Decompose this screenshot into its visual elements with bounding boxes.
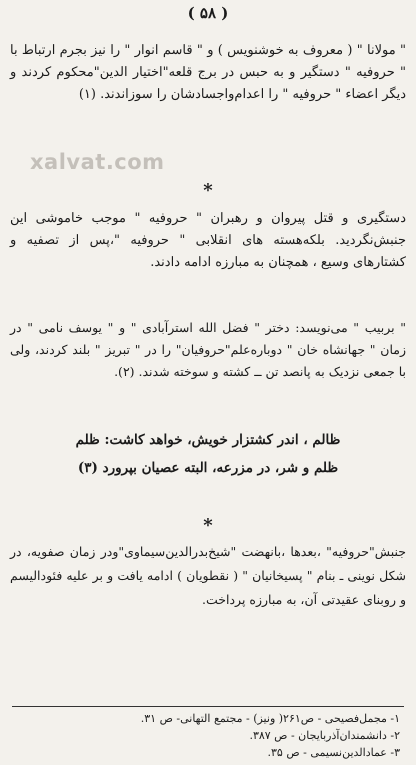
- watermark: xalvat.com: [30, 150, 165, 174]
- section-separator-2: *: [203, 515, 213, 536]
- footnote-divider: [12, 706, 404, 707]
- paragraph-2: دستگیری و قتل پیروان و رهبران " حروفیه " موجب خاموشی این جنبش‌نگردید. بلکه‌هسته های انقلابی " حروفیه "،پس از تصفیه و کشتارهای وسیع ، همچنان به مبارزه ادامه دادند.: [10, 211, 406, 270]
- paragraph-1: " مولانا " ( معروف به خوشنویس ) و " قاسم انوار " را نیز بجرم ارتباط با " حروفیه " دستگیر و به حبس در برج قلعه"اختیار الدین"محکوم کردند و دیگر اعضاء " حروفیه " را اعدام‌واجسادشان را سوزاندند. (۱): [10, 43, 406, 102]
- paragraph-4: جنبش"حروفیه" ،بعدها ،بانهضت "شیخ‌بدرالدین‌سیماوی"ودر زمان صفویه، در شکل نوینی ـ بنام " پسیخانیان " ( نقطویان ) ادامه یافت و بر علیه فئودالیسم و روبنای عقیدتی آن، به مبارزه پرداخت.: [10, 544, 406, 607]
- verse-line-1: ظالم ، اندر کشتزار خویش، خواهد کاشت: ظلم: [75, 432, 341, 448]
- paragraph-3: " بربیب " می‌نویسد: دختر " فضل الله استرآبادی " و " یوسف نامی " در زمان " جهانشاه خان " دوباره‌علم"حروفیان" را در " تبریز " بلند کردند، ولی با جمعی نزدیک به پانصد تن ــ کشته و سوخته شدند. (۲).: [10, 320, 406, 379]
- footnotes: [10, 710, 400, 761]
- footnote-3: ۳- عمادالدین‌نسیمی - ص ۳۵.: [267, 746, 400, 759]
- section-separator-1: *: [203, 180, 213, 201]
- footnote-1: ۱- مجمل‌فصیحی - ص۲۶۱( ونیز) - مجتمع التهانی- ص ۳۱.: [140, 712, 400, 725]
- page-number: ( ۵۸ ): [187, 4, 229, 22]
- footnote-2: ۲- دانشمندان‌آذربایجان - ص ۳۸۷.: [249, 729, 400, 742]
- verse-line-2: ظلم و شر، در مزرعه، البته عصیان بپرورد (۳): [77, 460, 339, 476]
